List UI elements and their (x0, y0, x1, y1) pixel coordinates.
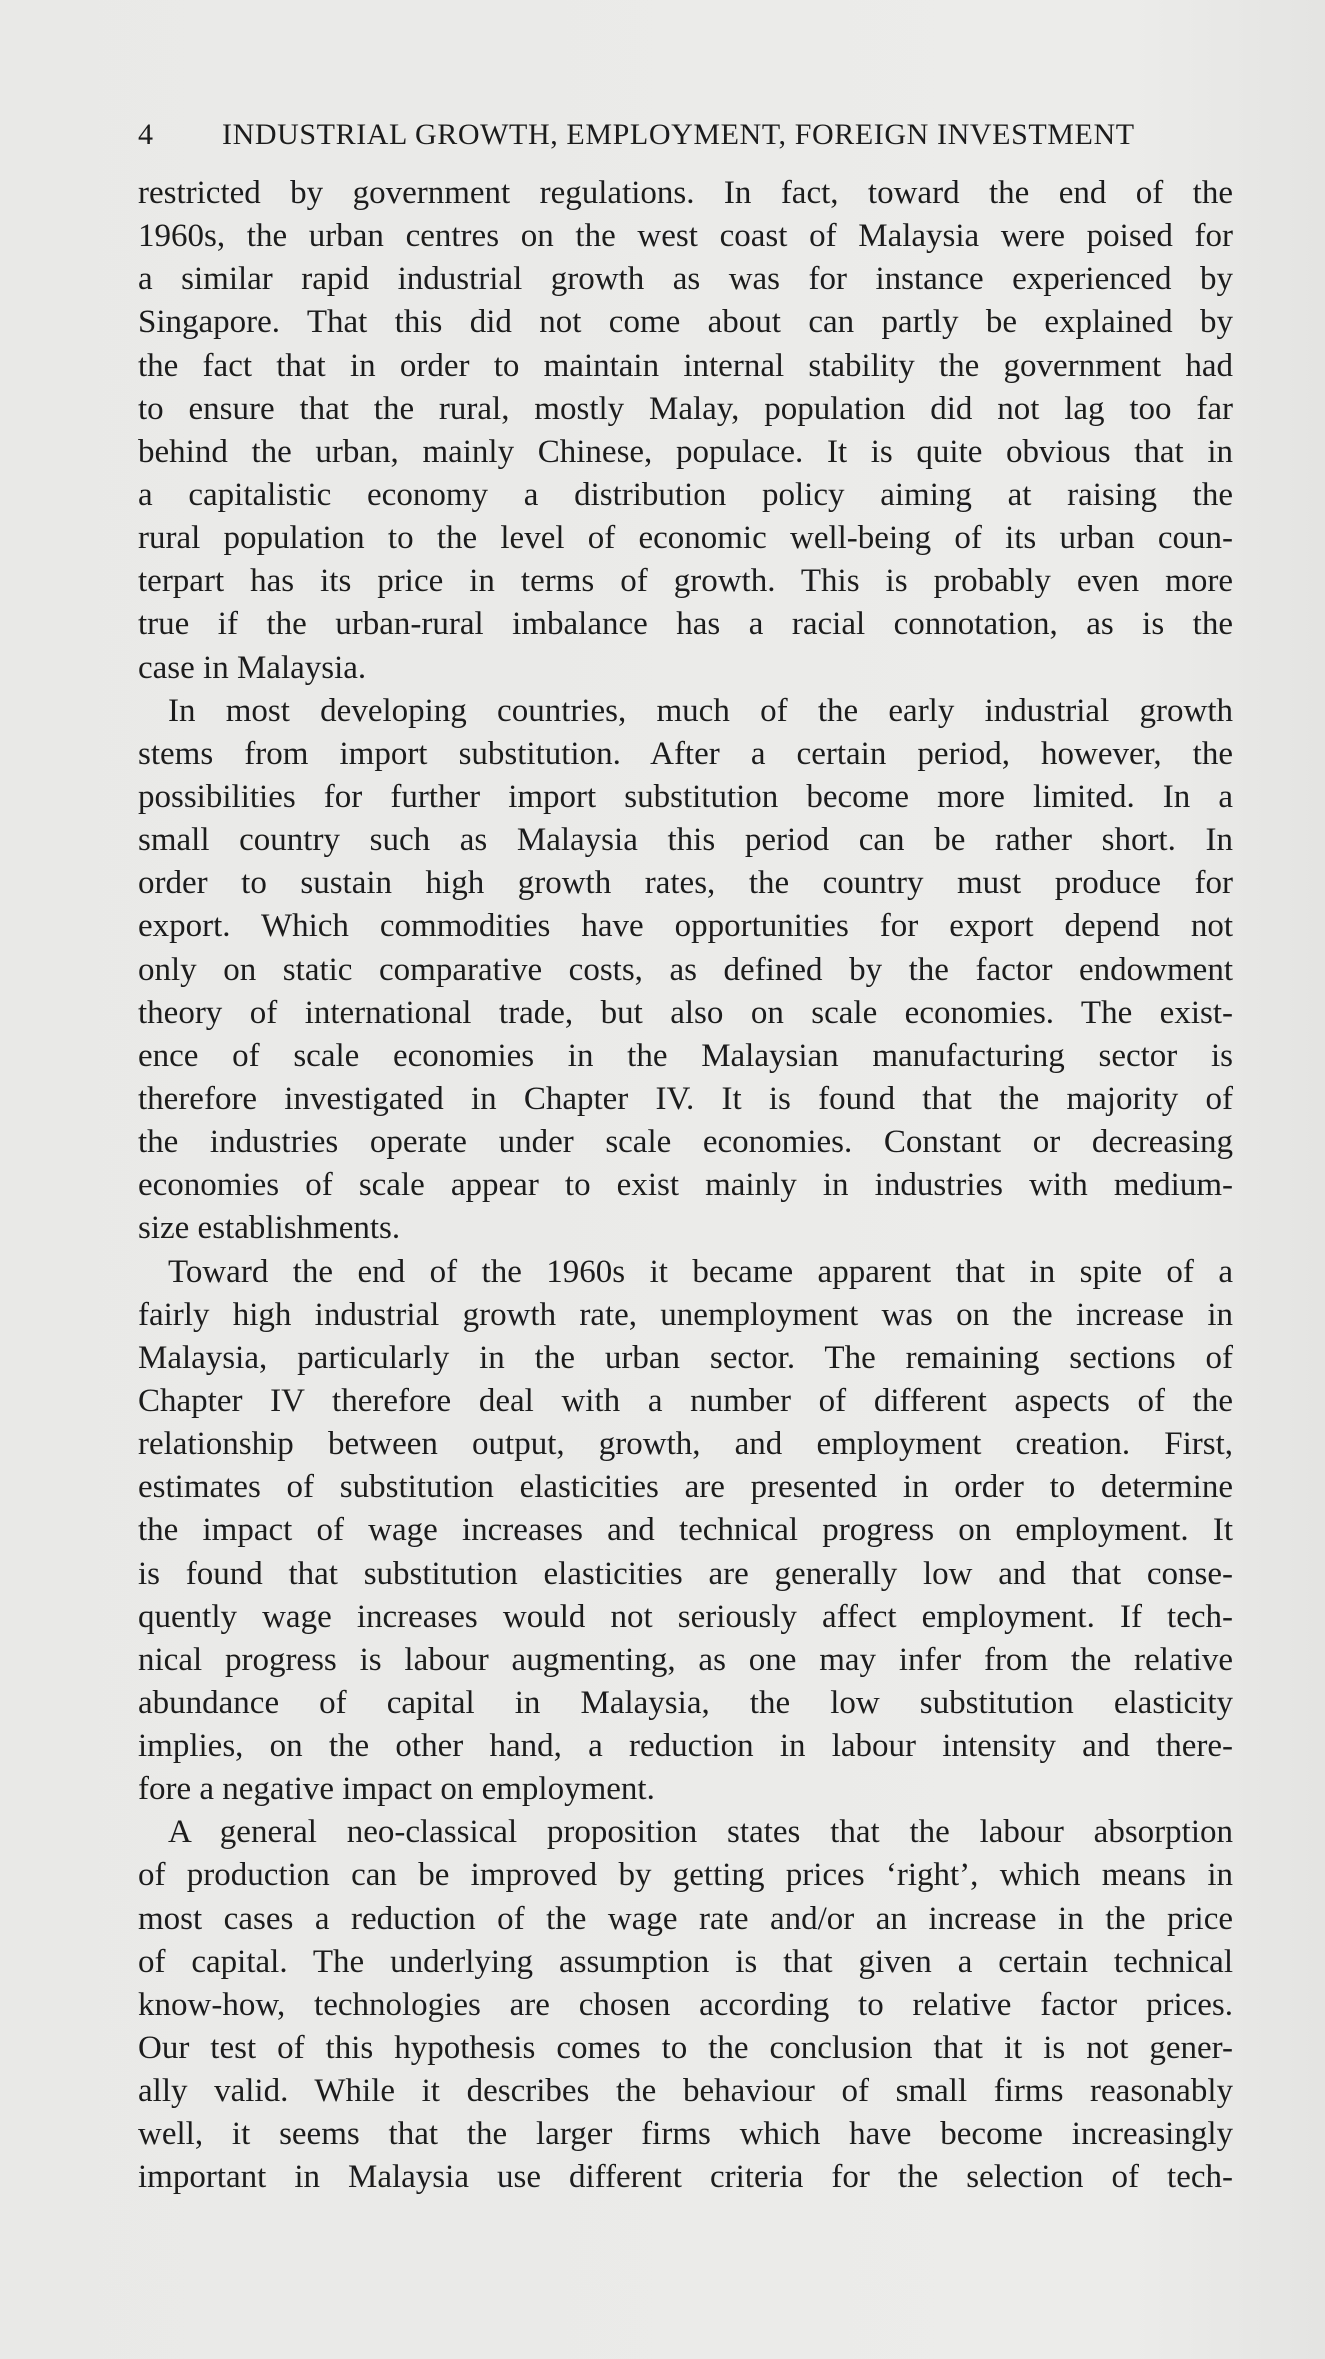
text-line: nical progress is labour augmenting, as one may infer from the relative (138, 1641, 1233, 1678)
text-line: A general neo-classical proposition states that the labour absorption (168, 1814, 1233, 1851)
text-line: important in Malaysia use different criteria for the selection of tech- (138, 2159, 1233, 2196)
text-line: the industries operate under scale economies. Constant or decreasing (138, 1124, 1233, 1161)
text-line: quently wage increases would not seriously affect employment. If tech- (138, 1598, 1233, 1635)
body-text (138, 172, 1233, 2200)
text-line: true if the urban-rural imbalance has a racial connotation, as is the (138, 606, 1233, 643)
text-line: size establishments. (138, 1210, 401, 1247)
text-line: implies, on the other hand, a reduction in labour intensity and there- (138, 1728, 1233, 1765)
text-line: Malaysia, particularly in the urban sector. The remaining sections of (138, 1339, 1233, 1376)
text-line: terpart has its price in terms of growth. This is probably even more (138, 563, 1233, 600)
text-line: ence of scale economies in the Malaysian manufacturing sector is (138, 1037, 1233, 1074)
text-line: order to sustain high growth rates, the country must produce for (138, 865, 1233, 902)
text-line: of capital. The underlying assumption is that given a certain technical (138, 1943, 1233, 1980)
text-line: a capitalistic economy a distribution policy aiming at raising the (138, 476, 1233, 513)
text-line: abundance of capital in Malaysia, the low substitution elasticity (138, 1684, 1233, 1721)
text-line: most cases a reduction of the wage rate and/or an increase in the price (138, 1900, 1233, 1937)
text-line: possibilities for further import substitution become more limited. In a (138, 778, 1233, 815)
paragraph-3 (138, 1251, 1233, 1812)
running-title: INDUSTRIAL GROWTH, EMPLOYMENT, FOREIGN INVESTMENT (222, 118, 1135, 151)
text-line: ally valid. While it describes the behaviour of small firms reasonably (138, 2073, 1233, 2110)
text-line: Toward the end of the 1960s it became apparent that in spite of a (168, 1253, 1233, 1290)
text-line: estimates of substitution elasticities are presented in order to determine (138, 1469, 1233, 1506)
text-line: small country such as Malaysia this period can be rather short. In (138, 822, 1233, 859)
text-line: theory of international trade, but also on scale economies. The exist- (138, 994, 1233, 1031)
text-line: export. Which commodities have opportunities for export depend not (138, 908, 1233, 945)
text-line: only on static comparative costs, as defined by the factor endowment (138, 951, 1233, 988)
paragraph-2 (138, 690, 1233, 1251)
text-line: behind the urban, mainly Chinese, populace. It is quite obvious that in (138, 433, 1233, 470)
text-line: is found that substitution elasticities are generally low and that conse- (138, 1555, 1233, 1592)
paragraph-1 (138, 172, 1233, 690)
text-line: Singapore. That this did not come about can partly be explained by (138, 304, 1233, 341)
text-line: the impact of wage increases and technical progress on employment. It (138, 1512, 1233, 1549)
text-line: Chapter IV therefore deal with a number of different aspects of the (138, 1382, 1233, 1419)
text-line: therefore investigated in Chapter IV. It is found that the majority of (138, 1080, 1233, 1117)
page-number: 4 (138, 118, 154, 151)
text-line: economies of scale appear to exist mainly in industries with medium- (138, 1167, 1233, 1204)
text-line: of production can be improved by getting prices ‘right’, which means in (138, 1857, 1233, 1894)
running-head (138, 118, 1233, 170)
text-line: well, it seems that the larger firms which have become increasingly (138, 2116, 1233, 2153)
text-line: Our test of this hypothesis comes to the conclusion that it is not gener- (138, 2030, 1233, 2067)
text-line: relationship between output, growth, and employment creation. First, (138, 1426, 1233, 1463)
book-page (138, 118, 1233, 2200)
text-line: restricted by government regulations. In fact, toward the end of the (138, 175, 1233, 211)
paragraph-4 (138, 1811, 1233, 2199)
text-line: to ensure that the rural, mostly Malay, population did not lag too far (138, 390, 1233, 427)
text-line: know-how, technologies are chosen according to relative factor prices. (138, 1986, 1233, 2023)
text-line: 1960s, the urban centres on the west coast of Malaysia were poised for (138, 218, 1233, 255)
text-line: rural population to the level of economic well-being of its urban coun- (138, 520, 1233, 557)
text-line: In most developing countries, much of the early industrial growth (168, 692, 1233, 729)
text-line: stems from import substitution. After a certain period, however, the (138, 735, 1233, 772)
text-line: the fact that in order to maintain internal stability the government had (138, 347, 1233, 384)
text-line: a similar rapid industrial growth as was for instance experienced by (138, 261, 1233, 298)
text-line: fore a negative impact on employment. (138, 1771, 655, 1808)
text-line: case in Malaysia. (138, 649, 367, 686)
text-line: fairly high industrial growth rate, unemployment was on the increase in (138, 1296, 1233, 1333)
